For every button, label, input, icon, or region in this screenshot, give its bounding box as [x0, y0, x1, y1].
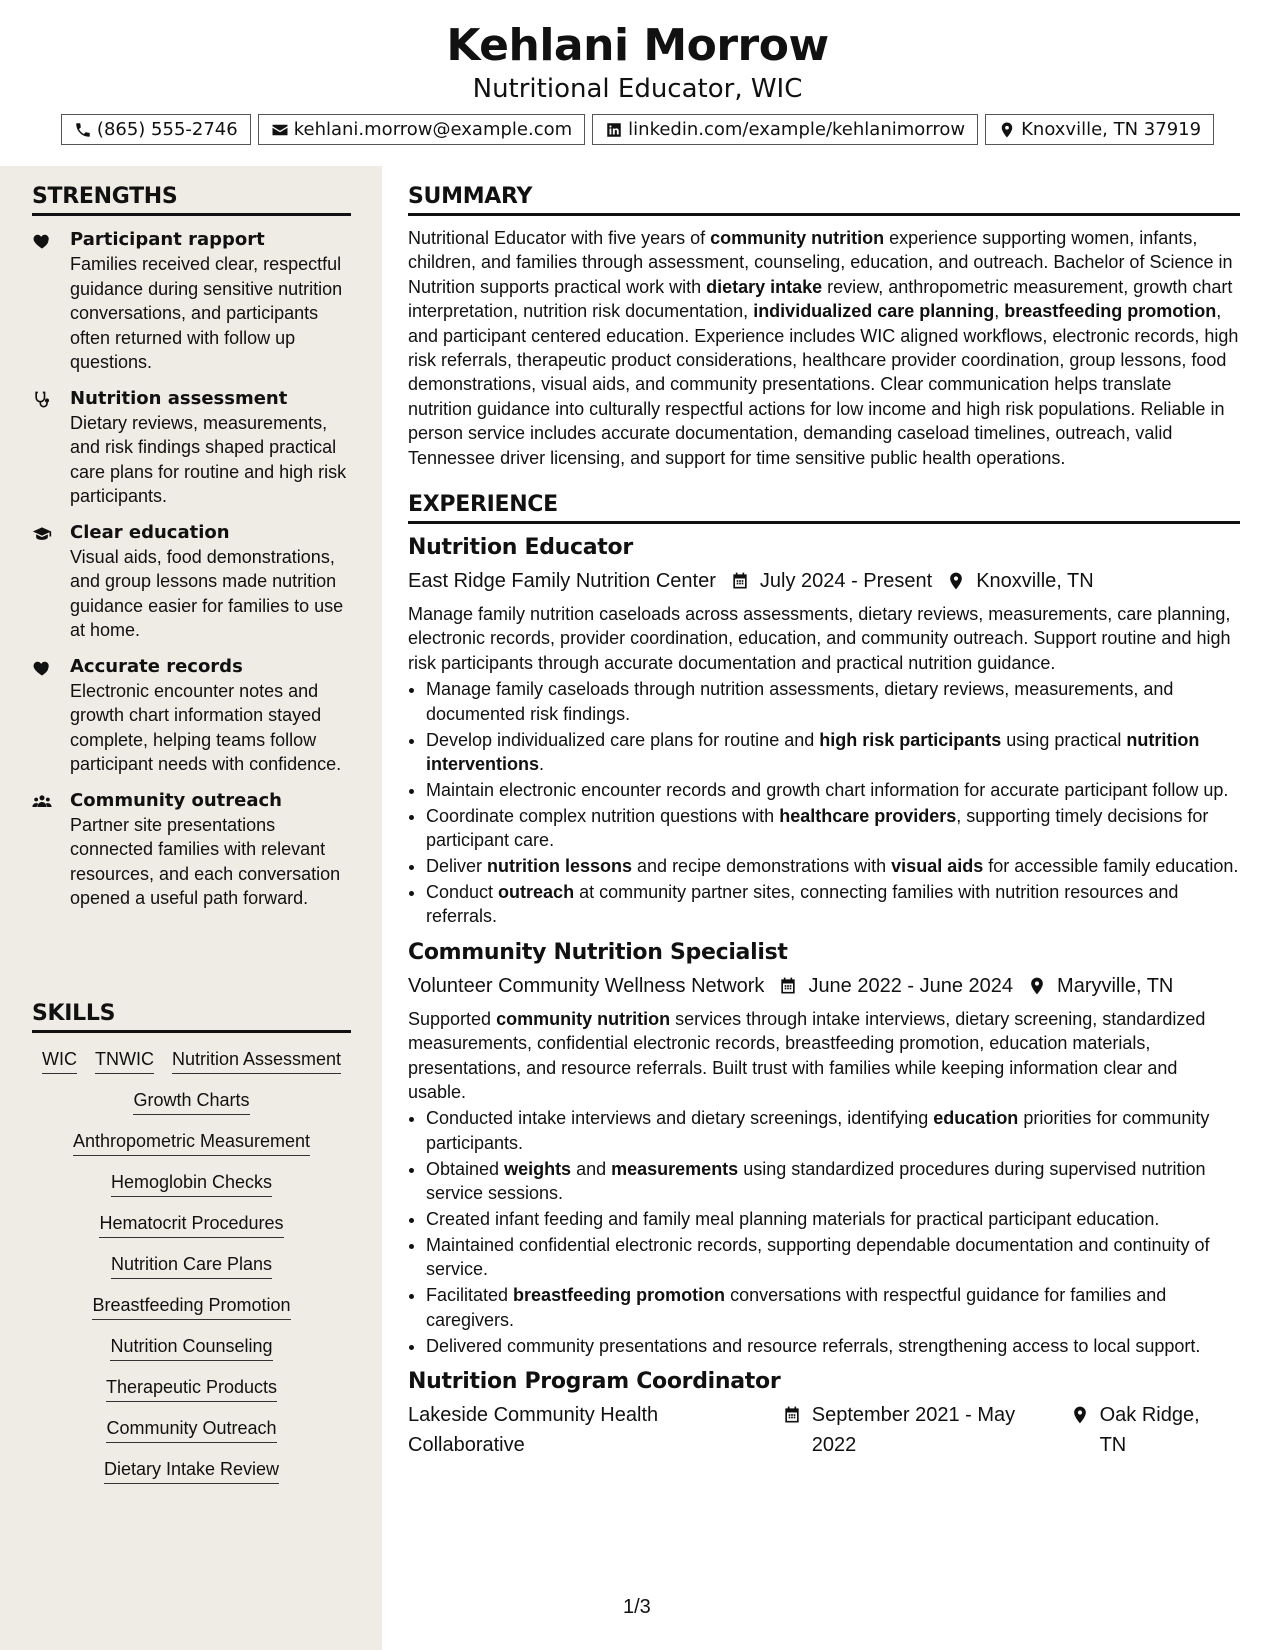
- job-title: Nutrition Program Coordinator: [408, 1369, 781, 1395]
- bold-text: high risk participants: [819, 729, 1002, 750]
- contact-email[interactable]: [258, 114, 585, 145]
- text-segment: using standardized procedures during supervised nutrition service sessions.: [426, 1158, 1206, 1204]
- strength-icon-wrap: [32, 521, 70, 643]
- heart-icon: [32, 231, 52, 251]
- text-segment: Nutritional Educator with five years of: [408, 228, 711, 248]
- text-segment: , and participant centered education. Experience includes WIC aligned workflows, electronic records, high risk referrals, therapeutic product considerations, healthcare provider coordination, group lessons, food demonstrations, visual aids, and community presentations. Clear communication helps translate nutrition guidance into culturally respectful actions for low income and high risk populations. Reliable in person service includes accurate documentation, demanding caseload timelines, outreach, valid Tennessee driver licensing, and support for time sensitive public health operations.: [408, 301, 1239, 468]
- contact-phone[interactable]: [61, 114, 251, 145]
- job-meta: [408, 971, 1240, 1001]
- calendar-icon: [782, 1405, 802, 1425]
- bold-text: visual aids: [891, 856, 984, 877]
- skill-tag: WIC: [42, 1047, 77, 1074]
- job-title: Nutrition Educator: [408, 535, 633, 561]
- job-bullet: [426, 854, 1240, 878]
- text-segment: Conducted intake interviews and dietary screenings, identifying: [426, 1108, 934, 1129]
- strength-item: [32, 387, 351, 509]
- sidebar: [0, 166, 382, 1650]
- text-segment: conversations with respectful guidance for families and caregivers.: [426, 1285, 1167, 1330]
- job-dates-text: September 2021 - May 2022: [811, 1404, 1016, 1457]
- job-bullet: [426, 1106, 1240, 1155]
- job-location-text: Oak Ridge, TN: [1099, 1404, 1200, 1457]
- skills-list: [32, 1033, 351, 1498]
- text-segment: Conduct: [426, 882, 499, 903]
- skill-tag: Hemoglobin Checks: [111, 1170, 272, 1197]
- text-segment: Maintained confidential electronic records, supporting dependable documentation and continuity of service.: [426, 1235, 1210, 1280]
- job-entry: [408, 1366, 1240, 1460]
- linkedin-text: linkedin.com/example/kehlanimorrow: [628, 119, 966, 140]
- job-bullet: [426, 677, 1240, 726]
- strength-body: [70, 789, 351, 911]
- strength-body: [70, 228, 351, 375]
- job-location: [1027, 971, 1173, 1001]
- job-bullet: [426, 1283, 1240, 1332]
- bold-text: healthcare providers: [779, 805, 957, 826]
- bold-text: weights: [504, 1158, 572, 1179]
- strength-title: Clear education: [70, 521, 230, 543]
- text-segment: Maintain electronic encounter records and growth chart information for accurate participant follow up.: [426, 779, 1229, 800]
- strength-icon-wrap: [32, 789, 70, 911]
- job-location: [946, 566, 1093, 596]
- summary-text: [408, 226, 1240, 470]
- text-segment: using practical: [1001, 729, 1127, 750]
- job-bullet: [426, 1233, 1240, 1282]
- job-location: [1070, 1400, 1226, 1460]
- strength-description: Visual aids, food demonstrations, and group lessons made nutrition guidance easier for families to use at home.: [70, 546, 344, 640]
- text-segment: Deliver: [426, 856, 488, 877]
- text-segment: experience supporting women, infants, children, and families through assessment, counseling, education, and outreach. Bachelor of Science in Nutrition supports practical work with: [408, 228, 1233, 297]
- skills-heading: SKILLS: [32, 1001, 351, 1033]
- strength-item: [32, 789, 351, 911]
- job-entry: [408, 532, 1240, 929]
- skill-tag: Nutrition Counseling: [110, 1334, 272, 1361]
- strength-icon-wrap: [32, 387, 70, 509]
- skill-tag: Therapeutic Products: [106, 1375, 277, 1402]
- text-segment: Delivered community presentations and resource referrals, strengthening access to local support.: [426, 1335, 1201, 1356]
- text-segment: priorities for community participants.: [426, 1108, 1210, 1153]
- bold-text: nutrition lessons: [487, 856, 633, 877]
- job-description: [408, 602, 1240, 675]
- calendar-icon: [730, 571, 750, 591]
- envelope-icon: [271, 121, 289, 139]
- job-organization: Volunteer Community Wellness Network: [408, 974, 765, 997]
- skill-tag: Anthropometric Measurement: [73, 1129, 310, 1156]
- text-segment: and recipe demonstrations with: [632, 856, 892, 877]
- text-segment: Created infant feeding and family meal planning materials for practical participant education.: [426, 1209, 1160, 1230]
- job-bullet: [426, 1334, 1240, 1358]
- job-meta: [408, 566, 1240, 596]
- calendar-icon: [778, 976, 798, 996]
- job-bullet: [426, 778, 1240, 802]
- strength-item: [32, 228, 351, 375]
- strengths-list: [32, 228, 351, 911]
- text-segment: review, anthropometric measurement, growth chart interpretation, nutrition risk documentation,: [408, 276, 1233, 322]
- strength-description: Dietary reviews, measurements, and risk findings shaped practical care plans for routine and high risk participants.: [70, 412, 347, 506]
- graduation-cap-icon: [32, 524, 52, 544]
- job-title: Community Nutrition Specialist: [408, 939, 788, 965]
- skill-tag: Breastfeeding Promotion: [92, 1293, 290, 1320]
- job-bullet: [426, 804, 1240, 853]
- text-segment: Manage family caseloads through nutrition assessments, dietary reviews, measurements, and documented risk findings.: [426, 679, 1174, 724]
- strength-description: Electronic encounter notes and growth chart information stayed complete, helping teams follow participant needs with confidence.: [70, 680, 342, 774]
- stethoscope-icon: [32, 390, 52, 410]
- contact-linkedin[interactable]: [592, 114, 978, 145]
- contact-bar: [0, 114, 1275, 145]
- text-segment: and: [571, 1158, 612, 1179]
- heart-icon: [32, 658, 52, 678]
- contact-location: [985, 114, 1214, 145]
- skill-tag: Community Outreach: [106, 1416, 276, 1443]
- text-segment: ,: [994, 301, 1005, 322]
- map-pin-icon: [998, 121, 1016, 139]
- text-segment: Coordinate complex nutrition questions with: [426, 805, 780, 826]
- strength-icon-wrap: [32, 655, 70, 777]
- strength-item: [32, 655, 351, 777]
- phone-icon: [74, 121, 92, 139]
- job-dates: [782, 1400, 1056, 1460]
- text-segment: at community partner sites, connecting families with nutrition resources and referrals.: [426, 882, 1179, 927]
- bold-text: community nutrition: [710, 228, 885, 248]
- phone-text: (865) 555-2746: [96, 119, 238, 140]
- text-segment: Facilitated: [426, 1285, 514, 1306]
- job-description: [408, 1007, 1240, 1105]
- job-organization: East Ridge Family Nutrition Center: [408, 570, 716, 593]
- bold-text: breastfeeding promotion: [1004, 301, 1217, 322]
- strength-body: [70, 655, 351, 777]
- bold-text: dietary intake: [706, 276, 823, 297]
- bold-text: outreach: [498, 882, 575, 903]
- text-segment: Supported: [408, 1008, 497, 1029]
- job-location-text: Maryville, TN: [1057, 974, 1174, 997]
- job-dates: [778, 971, 1013, 1001]
- users-icon: [32, 792, 52, 812]
- skill-tag: Nutrition Assessment: [172, 1047, 341, 1074]
- bold-text: community nutrition: [496, 1008, 671, 1029]
- page-number: 1/3: [623, 1596, 651, 1618]
- job-location-text: Knoxville, TN: [976, 570, 1094, 593]
- bold-text: individualized care planning: [753, 301, 995, 322]
- bold-text: education: [933, 1108, 1019, 1129]
- main-column: [408, 166, 1240, 1460]
- text-segment: services through intake interviews, dietary screening, standardized measurements, confidential electronic records, breastfeeding promotion, education materials, presentations, and resource referrals. Built trust with families while keeping information clear and usable.: [408, 1008, 1206, 1103]
- job-meta: [408, 1400, 1240, 1460]
- text-segment: , supporting timely decisions for participant care.: [426, 805, 1209, 851]
- job-bullet: [426, 880, 1240, 929]
- summary-heading: SUMMARY: [408, 184, 1240, 216]
- experience-list: [408, 532, 1240, 1460]
- strengths-section: [32, 184, 351, 911]
- job-dates-text: June 2022 - June 2024: [808, 974, 1014, 997]
- strength-icon-wrap: [32, 228, 70, 375]
- skill-tag: Nutrition Care Plans: [111, 1252, 272, 1279]
- skill-tag: Hematocrit Procedures: [99, 1211, 283, 1238]
- email-text: kehlani.morrow@example.com: [293, 119, 573, 140]
- strength-item: [32, 521, 351, 643]
- job-bullets: [408, 677, 1240, 929]
- job-dates-text: July 2024 - Present: [759, 570, 933, 593]
- bold-text: breastfeeding promotion: [513, 1285, 726, 1306]
- job-organization: Lakeside Community Health Collaborative: [408, 1404, 659, 1457]
- text-segment: Develop individualized care plans for routine and: [426, 729, 820, 750]
- job-bullet: [426, 1157, 1240, 1206]
- skill-tag: Growth Charts: [133, 1088, 249, 1115]
- skill-tag: Dietary Intake Review: [104, 1457, 279, 1484]
- strengths-heading: STRENGTHS: [32, 184, 351, 216]
- strength-body: [70, 387, 351, 509]
- linkedin-icon: [605, 121, 623, 139]
- strength-description: Families received clear, respectful guidance during sensitive nutrition conversations, and participants often returned with follow up questions.: [70, 254, 343, 372]
- strength-description: Partner site presentations connected families with relevant resources, and each conversation opened a useful path forward.: [70, 814, 341, 908]
- job-entry: [408, 937, 1240, 1358]
- resume-header: [0, 0, 1275, 166]
- bold-text: measurements: [611, 1158, 739, 1179]
- map-pin-icon: [946, 571, 966, 591]
- skills-section: [32, 1001, 351, 1498]
- bold-text: nutrition interventions: [426, 729, 1200, 774]
- strength-title: Community outreach: [70, 789, 282, 811]
- candidate-headline: Nutritional Educator, WIC: [472, 74, 803, 104]
- strength-title: Nutrition assessment: [70, 387, 288, 409]
- job-bullet: [426, 1207, 1240, 1231]
- location-text: Knoxville, TN 37919: [1021, 119, 1202, 140]
- text-segment: for accessible family education.: [983, 856, 1239, 877]
- strength-title: Participant rapport: [70, 229, 265, 250]
- map-pin-icon: [1070, 1405, 1090, 1425]
- strength-body: [70, 521, 351, 643]
- job-bullets: [408, 1106, 1240, 1358]
- map-pin-icon: [1027, 976, 1047, 996]
- job-dates: [730, 566, 932, 596]
- skill-tag: TNWIC: [95, 1047, 154, 1074]
- candidate-name: Kehlani Morrow: [446, 20, 829, 71]
- strength-title: Accurate records: [70, 655, 243, 677]
- job-bullet: [426, 728, 1240, 777]
- text-segment: Obtained: [426, 1158, 505, 1179]
- experience-heading: EXPERIENCE: [408, 492, 1240, 524]
- text-segment: Manage family nutrition caseloads across assessments, dietary reviews, measurements, care planning, electronic records, provider coordination, education, and community outreach. Support routine and high risk participants through accurate documentation and practical nutrition guidance.: [408, 604, 1231, 673]
- text-segment: .: [539, 754, 545, 774]
